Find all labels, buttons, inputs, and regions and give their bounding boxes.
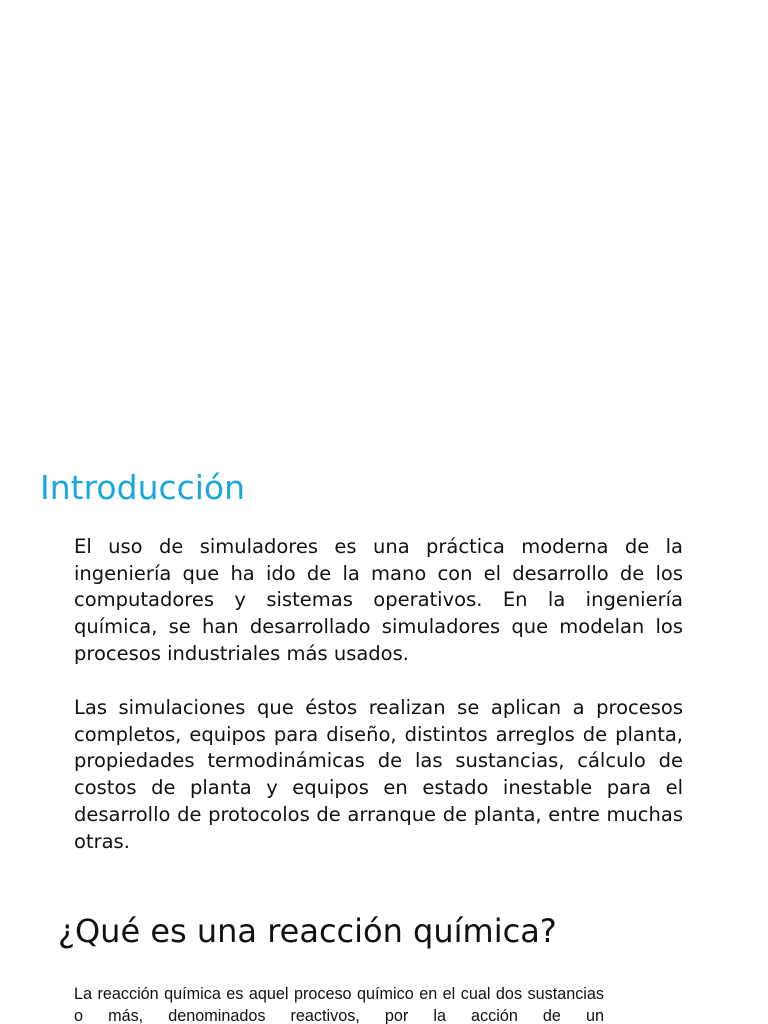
reaction-paragraph: La reacción química es aquel proceso químico en el cual dos sustancias o más, denominados reactivos, por la acción de un [74, 985, 604, 1024]
intro-paragraph-2: Las simulaciones que éstos realizan se aplican a procesos completos, equipos para diseño, distintos arreglos de planta, propiedades termodinámicas de las sustancias, cálculo de costos de planta y equipos en estado inestable para el desarrollo de protocolos de arranque de planta, entre muchas otras. [74, 696, 683, 853]
reaction-heading: ¿Qué es una reacción química? [58, 912, 557, 950]
intro-paragraph-1: El uso de simuladores es una práctica moderna de la ingeniería que ha ido de la mano con el desarrollo de los computadores y sistemas operativos. En la ingeniería química, se han desarrollado simuladores que modelan los procesos industriales más usados. [74, 535, 683, 665]
introduction-heading: Introducción [40, 468, 246, 507]
